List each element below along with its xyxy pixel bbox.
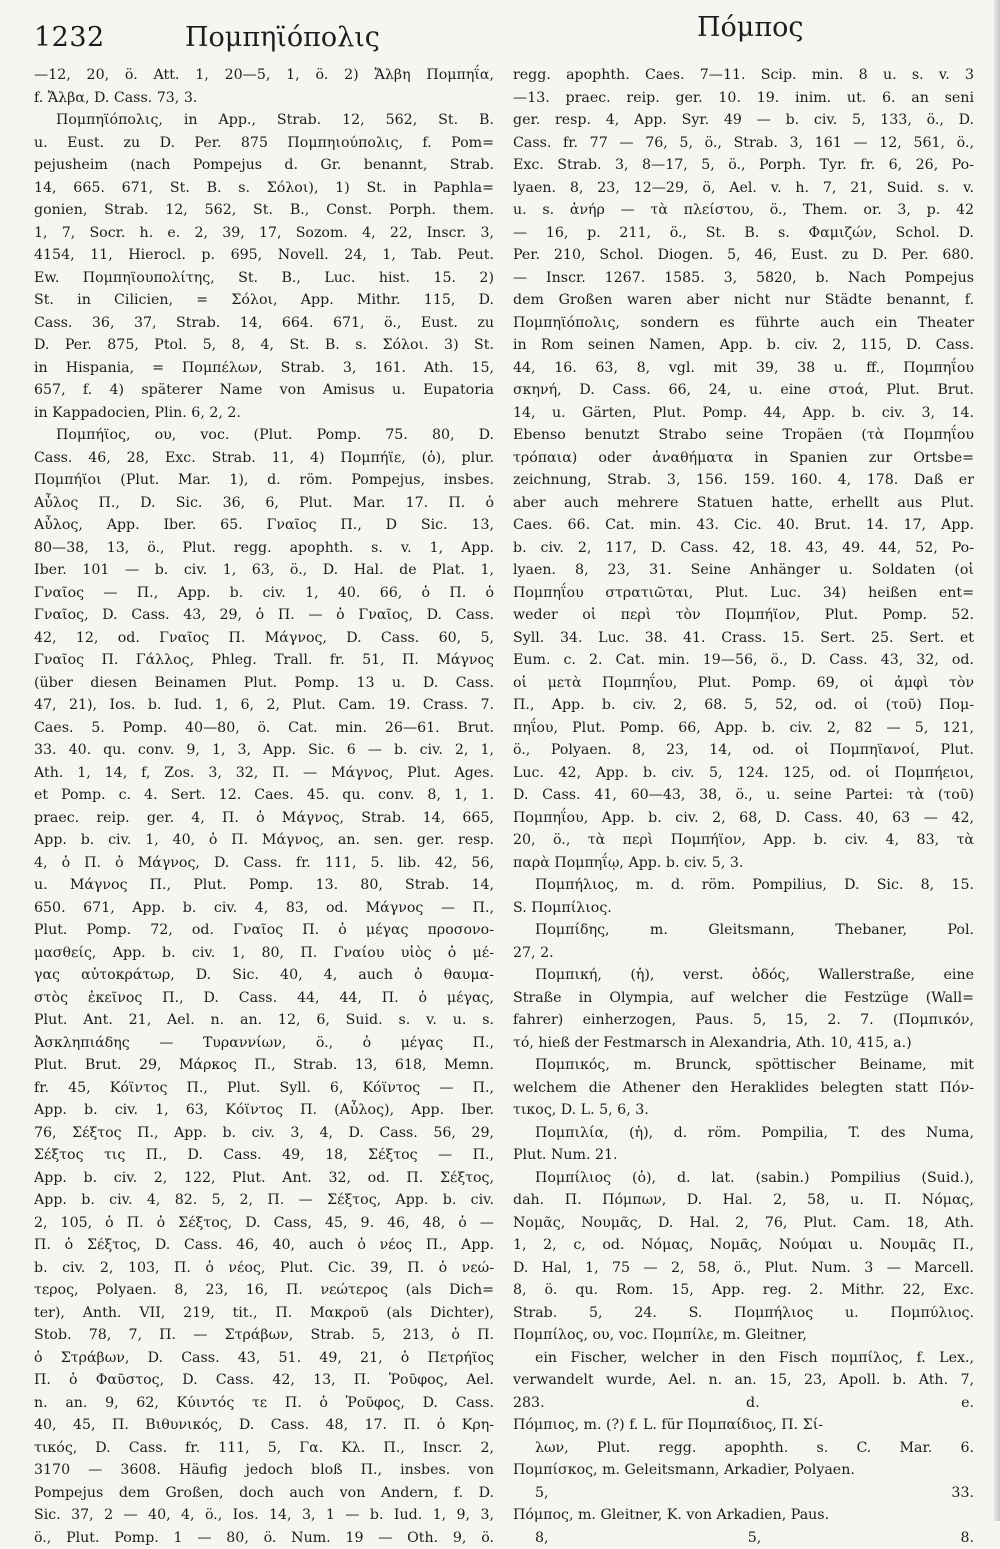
text-line: Eum. c. 2. Cat. min. 19—56, ö., D. Cass. 43, 32, od. (513, 649, 974, 672)
text-line: Π. ὁ Φαῦστος, D. Cass. 42, 13, Π. Ῥοῦφος, Ael. (34, 1369, 494, 1392)
text-line: Per. 210, Schol. Diogen. 5, 46, Eust. zu D. Per. 680. (513, 244, 974, 267)
text-line: παρὰ Πομπηΐῳ, App. b. civ. 5, 3. (513, 852, 974, 875)
text-line: οἱ μετὰ Πομπηΐου, Plut. Pomp. 69, οἱ ἀμφὶ τὸν (513, 672, 974, 695)
text-line: 44, 16. 63, 8, vgl. mit 39, 38 u. ff., Πομπηΐου (513, 357, 974, 380)
text-line: App. b. civ. 1, 63, Κόϊντος Π. (Αὖλος), App. Iber. (34, 1099, 494, 1122)
text-line: ὁ Στράβων, D. Cass. 43, 51. 49, 21, ὁ Πετρήϊος (34, 1347, 494, 1370)
text-line: 27, 2. (513, 942, 974, 965)
text-line: Πομπηΐου στρατιῶται, Plut. Luc. 34) heißen ent= (513, 582, 974, 605)
text-line: ein Fischer, welcher in den Fisch πομπίλος, f. Lex., (513, 1347, 974, 1370)
text-line: τό, hieß der Festmarsch in Alexandria, Ath. 10, 415, a.) (513, 1032, 974, 1055)
text-line: Γναῖος — Π., App. b. civ. 1, 40. 66, ὁ Π. ὁ (34, 582, 494, 605)
text-line: App. b. civ. 2, 122, Plut. Ant. 32, od. Π. Σέξτος, (34, 1167, 494, 1190)
text-line: (über diesen Beinamen Plut. Pomp. 13 u. D. Cass. (34, 672, 494, 695)
text-line: ö., Polyaen. 8, 23, 14, od. οἱ Πομπηϊανοί, Plut. (513, 739, 974, 762)
text-line: 1, 7, Socr. h. e. 2, 39, 17, Sozom. 4, 22, Inscr. 3, (34, 222, 494, 245)
text-line: — 16, p. 211, ö., St. B. s. Φαμιζών, Schol. D. (513, 222, 974, 245)
text-line: u. s. ἀνήρ — τὰ πλείστου, ö., Them. or. 3, p. 42 (513, 199, 974, 222)
text-line: 14, u. Gärten, Plut. Pomp. 44, App. b. civ. 3, 14. (513, 402, 974, 425)
text-line: u. Μάγνος Π., Plut. Pomp. 13. 80, Strab. 14, (34, 874, 494, 897)
text-line: 1, 2, c, od. Νόμας, Νομᾶς, Νούμαι u. Νουμᾶς Π., (513, 1234, 974, 1257)
text-line: App. b. civ. 4, 82. 5, 2, Π. — Σέξτος, App. b. civ. (34, 1189, 494, 1212)
text-line: 80—38, 13, ö., Plut. regg. apophth. s. v. 1, App. (34, 537, 494, 560)
text-line: Πομπήϊος, ου, voc. (Plut. Pomp. 75. 80, D. (34, 424, 494, 447)
text-line: 2, 105, ὁ Π. ὁ Σέξτος, D. Cass, 45, 9. 46, 48, ὁ — (34, 1212, 494, 1235)
text-line: St. in Cilicien, = Σόλοι, App. Mithr. 115, D. (34, 289, 494, 312)
text-line: γας αὐτοκράτωρ, D. Sic. 40, 4, auch ὁ θαυμα- (34, 964, 494, 987)
text-line: τερος, Polyaen. 8, 23, 16, Π. νεώτερος (als Dich= (34, 1279, 494, 1302)
text-line: in Kappadocien, Plin. 6, 2, 2. (34, 402, 494, 425)
text-line: S. Πομπίλιος. (513, 897, 974, 920)
text-line: ter), Anth. VII, 219, tit., Π. Μακροῦ (als Dichter), (34, 1302, 494, 1325)
text-line: λων, Plut. regg. apophth. s. C. Mar. 6. (513, 1437, 974, 1460)
text-line: 47, 21), Ios. b. Iud. 1, 6, 2, Plut. Cam. 19. Crass. 7. (34, 694, 494, 717)
text-line: fahrer) einherzogen, Paus. 5, 15, 2. 7. (Πομπικόν, (513, 1009, 974, 1032)
text-line: Pompejus dem Großen, doch auch von Andern, f. D. (34, 1482, 494, 1505)
text-line: Plut. Pomp. 72, od. Γναῖος Π. ὁ μέγας προσονο- (34, 919, 494, 942)
text-line: Νομᾶς, Νουμᾶς, D. Hal. 2, 76, Plut. Cam. 18, Ath. (513, 1212, 974, 1235)
text-line: ger. resp. 4, App. Syr. 49 — b. civ. 5, 133, ö., D. (513, 109, 974, 132)
text-line: Ew. Πομπηϊουπολίτης, St. B., Luc. hist. 15. 2) (34, 267, 494, 290)
text-line: Πομπική, (ἡ), verst. ὁδός, Wallerstraße, eine (513, 964, 974, 987)
text-line: Πομπηΐου, App. b. civ. 2, 68, D. Cass. 40, 63 — 42, (513, 807, 974, 830)
text-line: Πόμπος, m. Gleitner, K. von Arkadien, Paus. (513, 1504, 974, 1527)
text-line: b. civ. 2, 103, Π. ὁ νέος, Plut. Cic. 39, Π. ὁ νεώ- (34, 1257, 494, 1280)
text-line: aber auch mehrere Statuen hatte, erhellt aus Plut. (513, 492, 974, 515)
page-number: 1232 (34, 22, 105, 53)
text-line: 20, ö., τὰ περὶ Πομπήϊον, App. b. civ. 4, 83, τὰ (513, 829, 974, 852)
text-line: D. Per. 875, Ptol. 5, 8, 4, St. B. s. Σόλοι. 3) St. (34, 334, 494, 357)
running-head-left: Πομπηϊόπολις (185, 22, 380, 53)
text-line: Ebenso benutzt Strabo seine Tropäen (τὰ Πομπηΐου (513, 424, 974, 447)
text-line: lyaen. 8, 23, 12—29, ö, Ael. v. h. 7, 21, Suid. s. v. (513, 177, 974, 200)
text-line: zeichnung, Strab. 3, 156. 159. 160. 4, 178. Daß er (513, 469, 974, 492)
text-line: Cass. fr. 77 — 76, 5, ö., Strab. 3, 161 — 12, 561, ö., (513, 132, 974, 155)
text-line: 4154, 11, Hierocl. p. 695, Novell. 24, 1, Tab. Peut. (34, 244, 494, 267)
text-line: Γναῖος Π. Γάλλος, Phleg. Trall. fr. 51, Π. Μάγνος (34, 649, 494, 672)
running-head-right: Πόμπος (697, 12, 803, 43)
text-line: 3170 — 3608. Häufig jedoch bloß Π., insbes. von (34, 1459, 494, 1482)
text-line: u. Eust. zu D. Per. 875 Πομπηιούπολις, f. Pom= (34, 132, 494, 155)
text-line: welchem die Athener den Heraklides belegten statt Πόν- (513, 1077, 974, 1100)
text-line: et Pomp. c. 4. Sert. 12. Caes. 45. qu. conv. 8, 1, 1. (34, 784, 494, 807)
text-line: τικος, D. L. 5, 6, 3. (513, 1099, 974, 1122)
text-line: —12, 20, ö. Att. 1, 20—5, 1, ö. 2) Ἄλβη Πομπηΐα, (34, 64, 494, 87)
text-line: σκηνή, D. Cass. 66, 24, u. eine στοά, Plut. Brut. (513, 379, 974, 402)
text-line: 40, 45, Π. Βιθυνικός, D. Cass. 48, 17. Π. ὁ Κρη- (34, 1414, 494, 1437)
text-line: n. an. 9, 62, Κύιντός τε Π. ὁ Ῥοῦφος, D. Cass. (34, 1392, 494, 1415)
text-line: Plut. Ant. 21, Ael. n. an. 12, 6, Suid. s. v. u. s. (34, 1009, 494, 1032)
text-line: Αὖλος Π., D. Sic. 36, 6, Plut. Mar. 17. Π. ὁ (34, 492, 494, 515)
text-line: Πομπικός, m. Brunck, spöttischer Beiname, mit (513, 1054, 974, 1077)
text-line: μασθείς, App. b. civ. 1, 80, Π. Γναίου υἱὸς ὁ μέ- (34, 942, 494, 965)
text-line: 5, 33. (513, 1482, 974, 1505)
text-line: Ath. 1, 14, f, Zos. 3, 32, Π. — Μάγνος, Plut. Ages. (34, 762, 494, 785)
text-line: — Inscr. 1267. 1585. 3, 5820, b. Nach Pompejus (513, 267, 974, 290)
text-line: fr. 45, Κόϊντος Π., Plut. Syll. 6, Κόϊντος — Π., (34, 1077, 494, 1100)
text-line: 657, f. 4) späterer Name von Amisus u. Eupatoria (34, 379, 494, 402)
text-line: 8, ö. qu. Rom. 15, App. reg. 2. Mithr. 22, Exc. (513, 1279, 974, 1302)
text-line: Πομπιλία, (ἡ), d. röm. Pompilia, T. des Numa, (513, 1122, 974, 1145)
text-line: 14, 665. 671, St. B. s. Σόλοι), 1) St. in Paphla= (34, 177, 494, 200)
text-line: Strab. 5, 24. S. Πομπήλιος u. Πομπύλιος. (513, 1302, 974, 1325)
text-line: praec. reip. ger. 4, Π. ὁ Μάγνος, Strab. 14, 665, (34, 807, 494, 830)
text-line: weder οἱ περὶ τὸν Πομπήϊον, Plut. Pomp. 52. (513, 604, 974, 627)
text-line: Π. ὁ Σέξτος, D. Cass. 46, 40, auch ὁ νέος Π., App. (34, 1234, 494, 1257)
text-line: Πομπίδης, m. Gleitsmann, Thebaner, Pol. (513, 919, 974, 942)
text-line: —13. praec. reip. ger. 10. 19. inim. ut. 6. an seni (513, 87, 974, 110)
text-line: in Rom seinen Namen, App. b. civ. 2, 115, D. Cass. (513, 334, 974, 357)
text-line: Stob. 78, 7, Π. — Στράβων, Strab. 5, 213, ὁ Π. (34, 1324, 494, 1347)
text-line: 283. d. e. (513, 1392, 974, 1415)
text-line: Ἀσκληπιάδης — Τυραννίων, ö., ὁ μέγας Π., (34, 1032, 494, 1055)
text-line: Straße in Olympia, auf welcher die Festzüge (Wall= (513, 987, 974, 1010)
text-line: in Hispania, = Πομπέλων, Strab. 3, 161. Ath. 15, (34, 357, 494, 380)
text-line: Π., App. b. civ. 2, 68. 5, 52, od. οἱ (τοῦ) Πομ- (513, 694, 974, 717)
text-line: gonien, Strab. 12, 562, St. B., Const. Porph. them. (34, 199, 494, 222)
text-line: Syll. 34. Luc. 38. 41. Crass. 15. Sert. 25. Sert. et (513, 627, 974, 650)
text-line: 4, ὁ Π. ὁ Μάγνος, D. Cass. fr. 111, 5. lib. 42, 56, (34, 852, 494, 875)
text-line: Caes. 5. Pomp. 40—80, ö. Cat. min. 26—61. Brut. (34, 717, 494, 740)
text-line: Σέξτος τις Π., D. Cass. 49, 18, Σέξτος — Π., (34, 1144, 494, 1167)
text-line: Cass. 46, 28, Exc. Strab. 11, 4) Πομπήϊε, (ὁ), plur. (34, 447, 494, 470)
text-line: Cass. 36, 37, Strab. 14, 664. 671, ö., Eust. zu (34, 312, 494, 335)
text-line: ö., Plut. Pomp. 1 — 80, ö. Num. 19 — Oth. 9, ö. (34, 1527, 494, 1549)
text-line: 650. 671, App. b. civ. 4, 83, od. Μάγνος — Π., (34, 897, 494, 920)
text-line: verwandelt wurde, Ael. n. an. 15, 23, Apoll. b. Ath. 7, (513, 1369, 974, 1392)
text-line: Luc. 42, App. b. civ. 5, 124. 125, od. οἱ Πομπήειοι, (513, 762, 974, 785)
text-line: D. Cass. 41, 60—43, 38, ö., u. seine Partei: τὰ (τοῦ) (513, 784, 974, 807)
text-line: App. b. civ. 1, 40, ὁ Π. Μάγνος, an. sen. ger. resp. (34, 829, 494, 852)
text-line: Πομπίσκος, m. Geleitsmann, Arkadier, Polyaen. (513, 1459, 974, 1482)
text-line: Πομπίλιος (ὁ), d. lat. (sabin.) Pompilius (Suid.), (513, 1167, 974, 1190)
text-line: Πομπίλος, ου, voc. Πομπίλε, m. Gleitner, (513, 1324, 974, 1347)
text-line: 8, 5, 8. (513, 1527, 974, 1549)
text-line: Iber. 101 — b. civ. 1, 63, ö., D. Hal. de Plat. 1, (34, 559, 494, 582)
text-line: Caes. 66. Cat. min. 43. Cic. 40. Brut. 14. 17, App. (513, 514, 974, 537)
right-column (513, 64, 974, 1549)
text-line: Πομπηϊόπολις, in App., Strab. 12, 562, St. B. (34, 109, 494, 132)
text-line: dah. Π. Πόμπων, D. Hal. 2, 58, u. Π. Νόμας, (513, 1189, 974, 1212)
text-line: Πομπήϊοι (Plut. Mar. 1), d. röm. Pompejus, insbes. (34, 469, 494, 492)
text-line: dem Großen waren aber nicht nur Städte benannt, f. (513, 289, 974, 312)
text-line: D. Hal, 1, 75 — 2, 58, ö., Plut. Num. 3 — Marcell. (513, 1257, 974, 1280)
text-line: pejusheim (nach Pompejus d. Gr. benannt, Strab. (34, 154, 494, 177)
text-line: τρόπαια) oder ἀναθήματα in Spanien zur Ortsbe= (513, 447, 974, 470)
text-line: Exc. Strab. 3, 8—17, 5, ö., Porph. Tyr. fr. 6, 26, Po- (513, 154, 974, 177)
text-line: b. civ. 2, 117, D. Cass. 42, 18. 43, 49. 44, 52, Po- (513, 537, 974, 560)
left-column (34, 64, 494, 1549)
text-line: regg. apophth. Caes. 7—11. Scip. min. 8 u. s. v. 3 (513, 64, 974, 87)
text-line: πηΐου, Plut. Pomp. 66, App. b. civ. 2, 82 — 5, 121, (513, 717, 974, 740)
text-line: στὸς ἐκεῖνος Π., D. Cass. 44, 44, Π. ὁ μέγας, (34, 987, 494, 1010)
text-line: 33. 40. qu. conv. 9, 1, 3, App. Sic. 6 — b. civ. 2, 1, (34, 739, 494, 762)
text-line: Πομπήλιος, m. d. röm. Pompilius, D. Sic. 8, 15. (513, 874, 974, 897)
text-line: Αὖλος, App. Iber. 65. Γναῖος Π., D Sic. 13, (34, 514, 494, 537)
text-line: Sic. 37, 2 — 40, 4, ö., Ios. 14, 3, 1 — b. Iud. 1, 9, 3, (34, 1504, 494, 1527)
text-line: τικός, D. Cass. fr. 111, 5, Γα. Κλ. Π., Inscr. 2, (34, 1437, 494, 1460)
text-line: Γναῖος, D. Cass. 43, 29, ὁ Π. — ὁ Γναῖος, D. Cass. (34, 604, 494, 627)
text-line: 42, 12, od. Γναῖος Π. Μάγνος, D. Cass. 60, 5, (34, 627, 494, 650)
page-edge-shadow (994, 0, 1000, 1521)
text-line: lyaen. 8, 23, 31. Seine Anhänger u. Soldaten (οἱ (513, 559, 974, 582)
text-line: Πομπηϊόπολις, sondern es führte auch ein Theater (513, 312, 974, 335)
text-line: Plut. Brut. 29, Μάρκος Π., Strab. 13, 618, Memn. (34, 1054, 494, 1077)
text-line: Plut. Num. 21. (513, 1144, 974, 1167)
text-line: 76, Σέξτος Π., App. b. civ. 3, 4, D. Cass. 56, 29, (34, 1122, 494, 1145)
text-line: Πόμπιος, m. (?) f. L. für Πομπαίδιος, Π. Σί- (513, 1414, 974, 1437)
text-line: f. Ἄλβα, D. Cass. 73, 3. (34, 87, 494, 110)
